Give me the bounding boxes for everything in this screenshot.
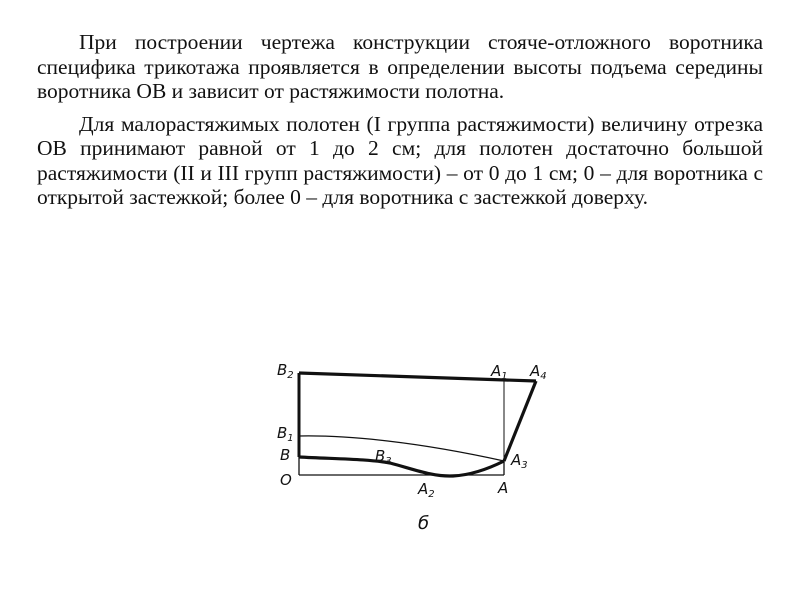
label-b3: $В_3$: [375, 447, 392, 467]
label-a1: $А_1$: [491, 362, 508, 382]
label-b2: $В_2$: [277, 361, 294, 381]
curve-b-a3: [299, 457, 504, 476]
label-b1: $В_1$: [277, 424, 294, 444]
label-a3: $А_3$: [511, 451, 528, 471]
label-o: О: [280, 471, 292, 489]
label-a4: $А_4$: [530, 362, 547, 382]
figure-caption: б: [418, 513, 430, 534]
label-a2: $А_2$: [418, 480, 435, 500]
paragraph-1: При построении чертежа конструкции стояче-отложного воротника специфика трикотажа проявляется в определении высоты подъема середины воротника ОВ и зависит от растяжимости полотна.: [37, 30, 763, 103]
paragraph-2: Для малорастяжимых полотен (I группа растяжимости) величину отрезка ОВ принимают равной от 1 до 2 см; для полотен достаточно большой растяжимости (II и III групп растяжимости) – от 0 до 1 см; 0 – для воротника с открытой застежкой; более 0 – для воротника с застежкой доверху.: [37, 111, 763, 209]
label-b: В: [280, 446, 291, 464]
collar-construction-drawing: [268, 345, 568, 550]
collar-drawing-svg: [268, 345, 568, 550]
line-a4-a3: [504, 381, 536, 461]
text-block: [37, 30, 763, 218]
label-a: А: [498, 479, 509, 497]
